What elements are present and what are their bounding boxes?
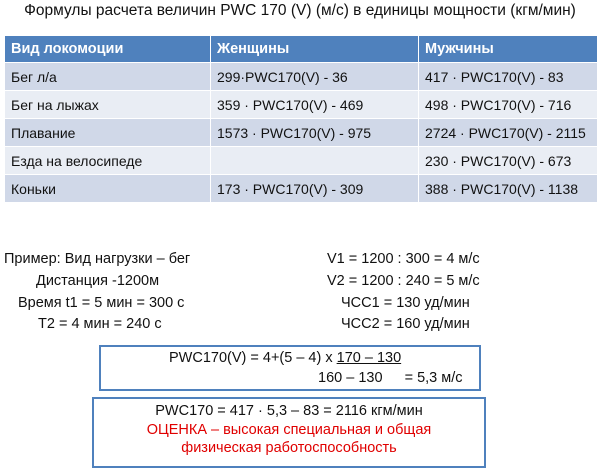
table-row xyxy=(5,91,597,119)
formula-denominator: 160 – 130 xyxy=(318,370,383,386)
cell-locomotion: Бег на лыжах xyxy=(5,91,211,119)
table-row xyxy=(5,63,597,91)
formula-line-2 xyxy=(318,370,463,386)
example-v1: V1 = 1200 : 300 = 4 м/с xyxy=(327,251,480,267)
cell-locomotion: Коньки xyxy=(5,175,211,203)
cell-men: 388 · PWC170(V) - 1138 xyxy=(419,175,598,203)
header-locomotion: Вид локомоции xyxy=(5,36,211,63)
cell-men: 230 · PWC170(V) - 673 xyxy=(419,147,598,175)
table-row xyxy=(5,119,597,147)
example-hr2: ЧСС2 = 160 уд/мин xyxy=(341,316,470,332)
result-line: PWC170 = 417 · 5,3 – 83 = 2116 кгм/мин xyxy=(155,403,423,419)
table-row xyxy=(5,147,597,175)
example-load-type: Пример: Вид нагрузки – бег xyxy=(4,251,191,267)
table-header-row xyxy=(5,36,597,63)
example-time-t2: T2 = 4 мин = 240 с xyxy=(38,316,162,332)
assessment-line-1: ОЦЕНКА – высокая специальная и общая xyxy=(146,422,432,438)
cell-men: 417 · PWC170(V) - 83 xyxy=(419,63,598,91)
cell-men: 498 · PWC170(V) - 716 xyxy=(419,91,598,119)
cell-locomotion: Бег л/а xyxy=(5,63,211,91)
cell-women: 299·PWC170(V) - 36 xyxy=(211,63,419,91)
example-time-t1: Время t1 = 5 мин = 300 с xyxy=(18,295,185,311)
cell-women: 1573 · PWC170(V) - 975 xyxy=(211,119,419,147)
page-title: Формулы расчета величин PWC 170 (V) (м/с) в единицы мощности (кгм/мин) xyxy=(24,2,576,19)
header-men: Мужчины xyxy=(419,36,598,63)
assessment-line-2: физическая работоспособность xyxy=(181,440,397,456)
example-distance: Дистанция -1200м xyxy=(36,273,160,289)
formula-line xyxy=(169,350,401,366)
cell-men: 2724 · PWC170(V) - 2115 xyxy=(419,119,598,147)
cell-women: 173 · PWC170(V) - 309 xyxy=(211,175,419,203)
table-row xyxy=(5,175,597,203)
cell-locomotion: Езда на велосипеде xyxy=(5,147,211,175)
formula-numerator: 170 – 130 xyxy=(336,350,402,366)
formula-result: = 5,3 м/с xyxy=(404,370,463,386)
formulas-table xyxy=(5,36,597,202)
cell-locomotion: Плавание xyxy=(5,119,211,147)
header-women: Женщины xyxy=(211,36,419,63)
pwc-result-box xyxy=(92,397,486,468)
example-v2: V2 = 1200 : 240 = 5 м/с xyxy=(327,273,480,289)
example-hr1: ЧСС1 = 130 уд/мин xyxy=(341,295,470,311)
pwc-velocity-formula-box xyxy=(99,345,481,391)
formula-prefix: PWC170(V) = 4+(5 – 4) x xyxy=(169,350,337,366)
cell-women xyxy=(211,147,419,175)
cell-women: 359 · PWC170(V) - 469 xyxy=(211,91,419,119)
